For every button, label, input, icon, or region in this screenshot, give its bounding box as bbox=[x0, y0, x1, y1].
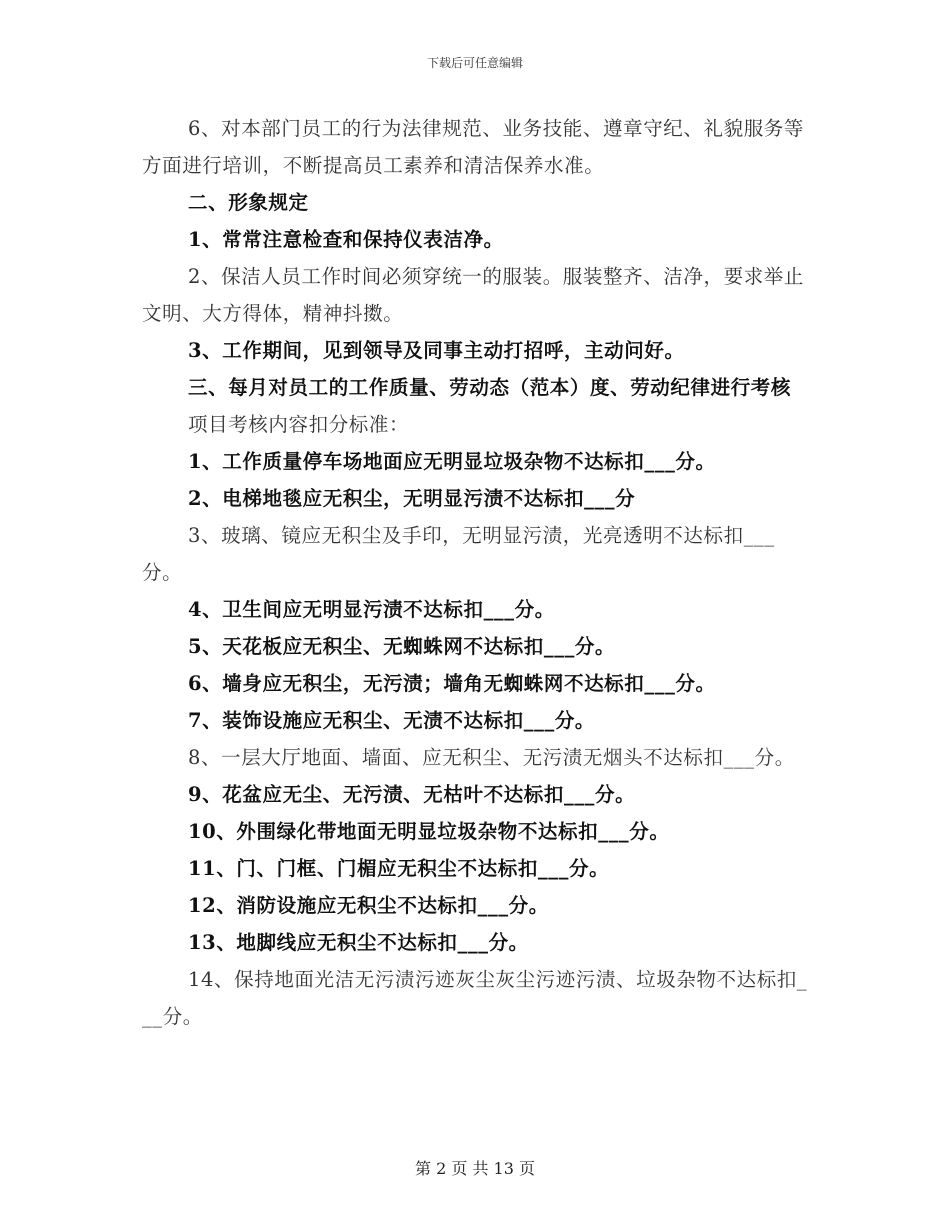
paragraph: 3、玻璃、镜应无积尘及手印，无明显污渍，光亮透明不达标扣___分。 bbox=[142, 524, 775, 584]
paragraph: 2、保洁人员工作时间必须穿统一的服装。服装整齐、洁净，要求举止文明、大方得体，精神抖擞。 bbox=[142, 265, 805, 325]
paragraph: 6、墙身应无积尘，无污渍；墙角无蜘蛛网不达标扣___分。 bbox=[188, 672, 716, 695]
paragraph: 项目考核内容扣分标准： bbox=[188, 413, 410, 436]
document-body bbox=[142, 110, 810, 1035]
paragraph: 13、地脚线应无积尘不达标扣___分。 bbox=[188, 931, 529, 954]
paragraph: 14、保持地面光洁无污渍污迹灰尘灰尘污迹污渍、垃圾杂物不达标扣___分。 bbox=[142, 968, 808, 1028]
paragraph: 5、天花板应无积尘、无蜘蛛网不达标扣___分。 bbox=[188, 635, 616, 658]
paragraph: 4、卫生间应无明显污渍不达标扣___分。 bbox=[188, 598, 555, 621]
paragraph: 7、装饰设施应无积尘、无渍不达标扣___分。 bbox=[188, 709, 596, 732]
paragraph: 1、工作质量停车场地面应无明显垃圾杂物不达标扣___分。 bbox=[188, 450, 716, 473]
paragraph: 三、每月对员工的工作质量、劳动态（范本）度、劳动纪律进行考核 bbox=[188, 376, 792, 399]
paragraph: 10、外围绿化带地面无明显垃圾杂物不达标扣___分。 bbox=[188, 820, 670, 843]
page-header: 下载后可任意编辑 bbox=[426, 56, 523, 70]
page-footer: 第 2 页 共 13 页 bbox=[415, 1159, 535, 1178]
paragraph: 二、形象规定 bbox=[188, 191, 309, 214]
paragraph: 12、消防设施应无积尘不达标扣___分。 bbox=[188, 894, 549, 917]
paragraph: 1、常常注意检查和保持仪表洁净。 bbox=[188, 228, 504, 251]
paragraph: 6、对本部门员工的行为法律规范、业务技能、遵章守纪、礼貌服务等方面进行培训，不断提高员工素养和清洁保养水准。 bbox=[142, 117, 805, 177]
paragraph: 8、一层大厅地面、墙面、应无积尘、无污渍无烟头不达标扣___分。 bbox=[188, 746, 795, 769]
paragraph: 11、门、门框、门楣应无积尘不达标扣___分。 bbox=[188, 857, 610, 880]
paragraph: 9、花盆应无尘、无污渍、无枯叶不达标扣___分。 bbox=[188, 783, 636, 806]
paragraph: 2、电梯地毯应无积尘，无明显污渍不达标扣___分 bbox=[188, 487, 636, 510]
paragraph: 3、工作期间，见到领导及同事主动打招呼，主动问好。 bbox=[188, 339, 685, 362]
